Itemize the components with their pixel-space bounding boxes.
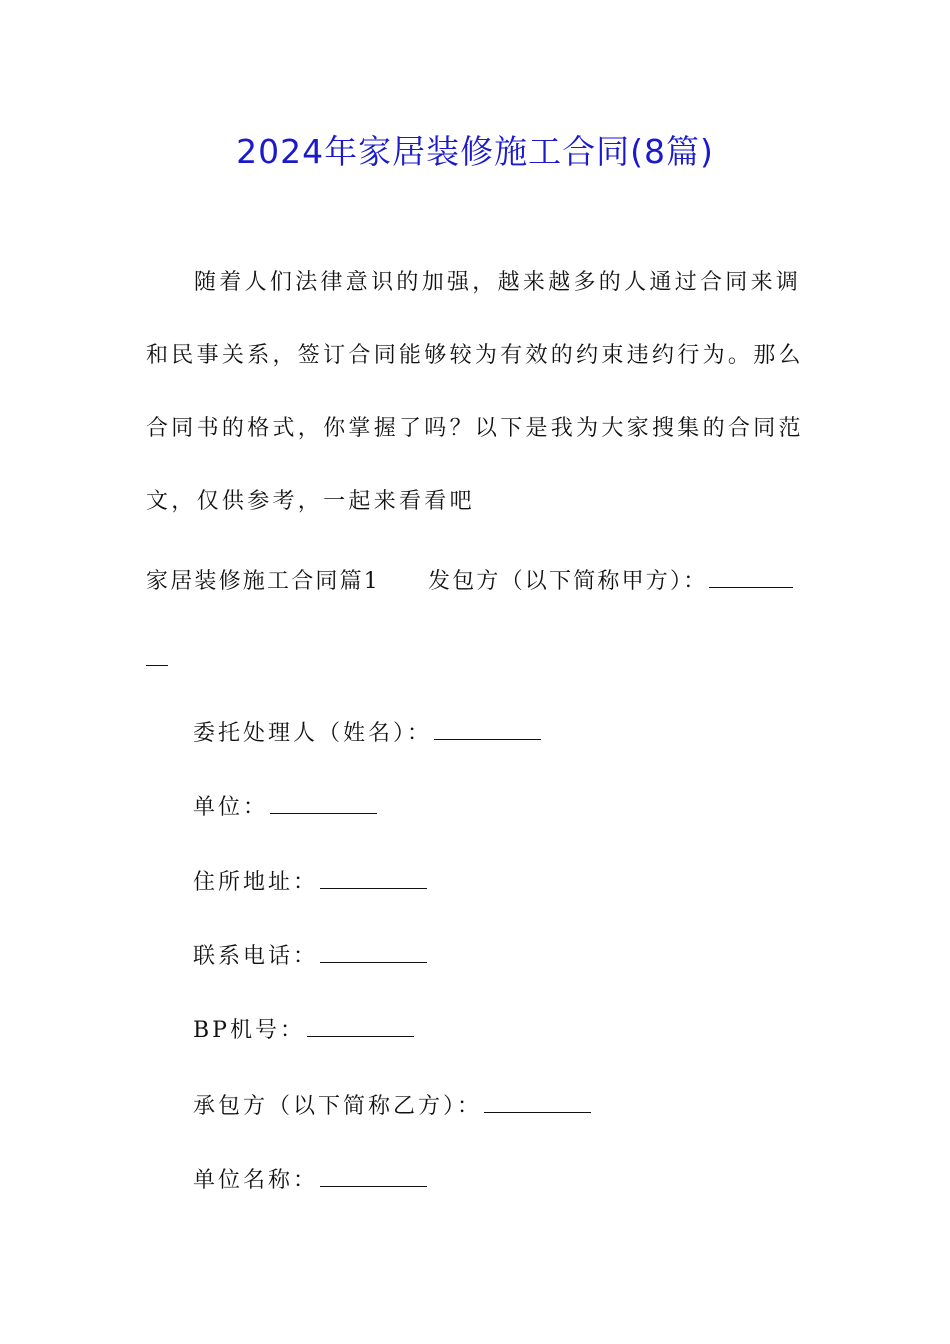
intro-paragraph: 随着人们法律意识的加强，越来越多的人通过合同来调和民事关系，签订合同能够较为有效的约束违约行为。那么合同书的格式，你掌握了吗？以下是我为大家搜集的合同范文，仅供参考，一起来看看吧 bbox=[146, 270, 804, 514]
field-label: 联系电话： bbox=[193, 944, 319, 969]
field-line bbox=[193, 868, 427, 898]
field-label: 住所地址： bbox=[193, 870, 319, 895]
section-heading: 家居装修施工合同篇1 bbox=[146, 569, 380, 594]
field-blank bbox=[270, 795, 377, 814]
field-blank bbox=[320, 944, 427, 963]
field-blank bbox=[434, 721, 541, 740]
field-blank bbox=[484, 1094, 591, 1113]
field-line bbox=[193, 793, 377, 823]
field-line bbox=[193, 942, 427, 972]
field-blank bbox=[320, 870, 427, 889]
field-line bbox=[193, 1092, 591, 1122]
field-label: 承包方（以下简称乙方）： bbox=[193, 1094, 483, 1119]
field-line bbox=[193, 1166, 427, 1196]
field-label: 委托处理人（姓名）： bbox=[193, 721, 433, 746]
field-line bbox=[193, 719, 541, 749]
field-label: 单位名称： bbox=[193, 1168, 319, 1193]
field-label: 单位： bbox=[193, 795, 269, 820]
field-blank bbox=[307, 1018, 414, 1037]
document-title: 2024年家居装修施工合同(8篇) bbox=[236, 132, 714, 171]
party-a-blank-continued bbox=[146, 641, 168, 666]
section-heading-line bbox=[146, 567, 793, 597]
field-blank bbox=[320, 1168, 427, 1187]
party-a-label: 发包方（以下简称甲方）： bbox=[428, 569, 708, 594]
field-label: BP机号： bbox=[193, 1018, 305, 1043]
party-a-blank bbox=[709, 569, 793, 588]
field-line bbox=[193, 1016, 414, 1046]
